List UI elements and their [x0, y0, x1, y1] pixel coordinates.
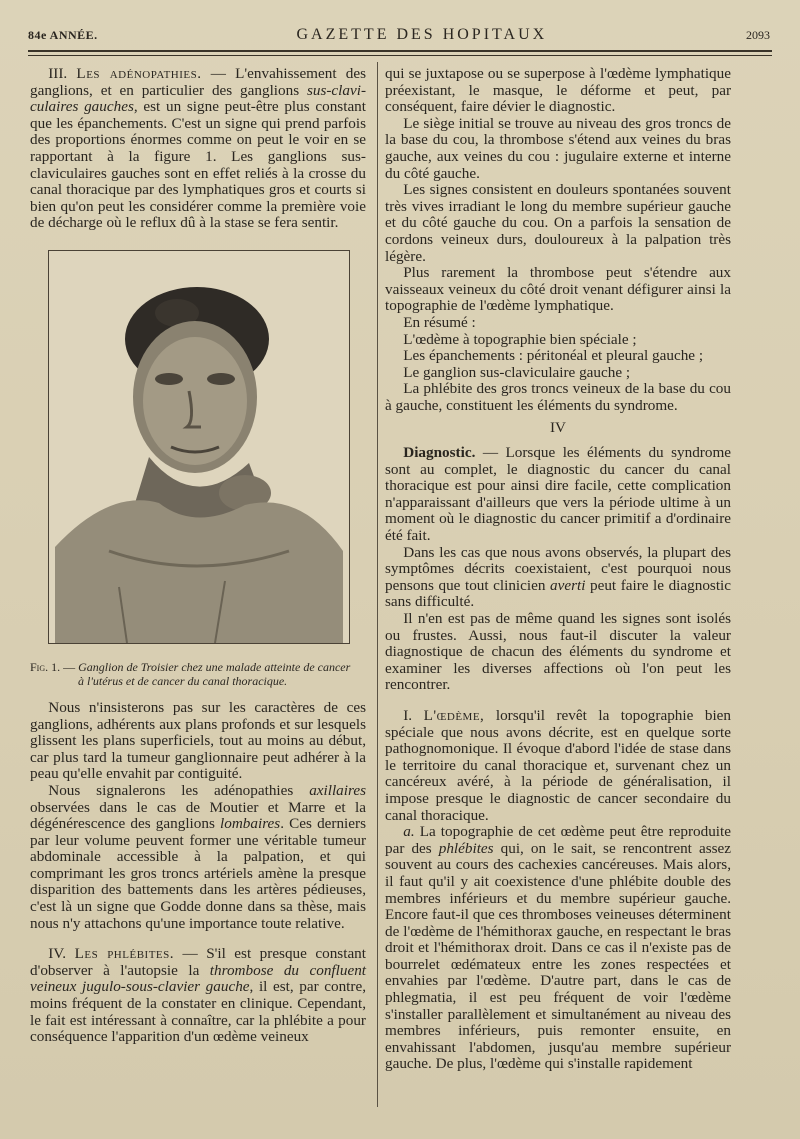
- summary-item: Le ganglion sus-claviculaire gauche ;: [403, 363, 631, 381]
- emphasis: sus-clavi-culaires gauches: [30, 81, 366, 116]
- text-run: Nous signalerons les adénopathies: [48, 781, 310, 799]
- header-year: 84e ANNÉE.: [28, 28, 98, 42]
- page-header: [28, 26, 770, 50]
- portrait-photo: [49, 251, 349, 643]
- emphasis: averti: [550, 576, 586, 594]
- text-run: observées dans le cas de Moutier et Marre et la dégénérescence des ganglions: [30, 798, 366, 833]
- text-run: — S'il est presque constant d'observer à l'autopsie la: [30, 945, 366, 979]
- section-title: L'œdème,: [423, 706, 485, 724]
- paragraph-signes: Les signes consistent en douleurs spontanées souvent très vives irradiant le long du membre supérieur gauche et du côté gauche du cou. On a parfois la sensation de cordons veineux durs, douloureux à la palpation très légère.: [385, 181, 731, 265]
- item-label: a.: [403, 823, 415, 841]
- caption-text: Ganglion de Troisier chez une malade atteinte de cancer: [78, 659, 351, 674]
- emphasis: thrombose du confluent veineux jugulo-sous-clavier gauche: [30, 961, 367, 996]
- paragraph-diagnostic: [385, 445, 731, 545]
- figure-reference: 1: [205, 147, 213, 165]
- caption-label: Fig. 1. —: [30, 659, 76, 674]
- summary-item: Les épanchements : péritonéal et pleural gauche ;: [403, 347, 704, 365]
- paragraph-adenopathies: [30, 66, 366, 232]
- paragraph-adenopathies-axillaires: [30, 783, 366, 932]
- text-run: , il est, par contre, moins fréquent de la constater en clinique. Cependant, le fait est intéressant à connaître, car la phlébite a pour conséquence l'apparition d'un œdème veineux: [30, 978, 366, 1046]
- text-run: — L'envahissement des ganglions, et en particulier des ganglions: [30, 65, 366, 99]
- section-number: IV.: [48, 945, 67, 963]
- summary-item: La phlébite des gros troncs veineux de la base du cou à gauche, constituent les éléments du syndrome.: [385, 380, 731, 414]
- paragraph-oedeme: [385, 708, 731, 824]
- header-page-number: 2093: [746, 28, 770, 42]
- figure-caption: [30, 660, 366, 688]
- paragraph-thrombose: Plus rarement la thrombose peut s'étendre aux vaisseaux veineux du côté droit venant défigurer ainsi la topographie de l'œdème lymphatique.: [385, 264, 731, 315]
- emphasis: phlébites: [438, 839, 494, 857]
- section-heading-iv: IV: [549, 419, 567, 437]
- emphasis: lombaires: [220, 815, 281, 833]
- header-title: GAZETTE DES HOPITAUX: [296, 26, 548, 43]
- paragraph-phlebites: [30, 946, 366, 1046]
- paragraph-signes-isoles: Il n'en est pas de même quand les signes sont isolés ou frustes. Aussi, nous faut-il discuter la valeur diagnostique de chacun des éléments du syndrome et examiner les diverses affections où l'on peut les rencontrer.: [385, 610, 731, 694]
- text-run: La topographie de cet œdème peut être reproduite par des: [385, 823, 731, 857]
- caption-text-line-2: à l'utérus et de cancer du canal thoracique.: [78, 673, 288, 688]
- paragraph-siege: Le siège initial se trouve au niveau des gros troncs de la base du cou, la thrombose s'étend aux veines du bras gauche, aux veines du cou : jugulaire externe et interne du côté gauche.: [385, 114, 731, 182]
- paragraph-topographie: [385, 824, 731, 1073]
- text-run: Dans les cas que nous avons observés, la plupart des symptômes décrits coexistaient, c'est pourquoi nous pensons que tout clinicien: [385, 543, 731, 594]
- section-number: III.: [48, 65, 68, 82]
- text-run: — Lorsque les éléments du syndrome sont au complet, le diagnostic du cancer du canal thoracique est pour ainsi dire facile, cette complication n'apparaissant d'ailleurs que vers la période ultime à un moment où le diagnostic du cancer primitif a d'ordinaire été fait.: [385, 444, 731, 545]
- paragraph-continuation: qui se juxtapose ou se superpose à l'œdème lymphatique préexistant, le masque, le déforme et peut, par conséquent, faire dévier le diagnostic.: [385, 65, 731, 116]
- section-title: Les adénopathies.: [76, 65, 202, 82]
- summary-heading: En résumé :: [403, 313, 476, 331]
- paragraph-cas-observes: [385, 545, 731, 611]
- section-title: Diagnostic.: [403, 444, 476, 462]
- text-run: . Les ganglions sus-claviculaires gauches sont en effet reliés à la crosse du canal thoracique par des lymphatiques gros et courts si bien qu'on peut les considérer comme la première voie de décharge où le reflux dû à la stase se fera sentir.: [30, 147, 366, 232]
- text-run: peut faire le diagnostic sans difficulté.: [385, 576, 731, 611]
- column-divider: [377, 62, 378, 1107]
- header-rule: [28, 50, 772, 52]
- summary-item: L'œdème à topographie bien spéciale ;: [403, 330, 637, 348]
- emphasis: axillaires: [309, 781, 366, 799]
- text-run: , est un signe peut-être plus constant que les épanchements. C'est un signe qui prend parfois des proportions énormes comme on peut le voir en se rapportant à la figure: [30, 98, 366, 165]
- figure-1-photograph: [48, 250, 350, 644]
- text-run: lorsqu'il revêt la topographie bien spéciale que nous avons décrite, est en quelque sorte pathognomonique. Il évoque d'abord l'idée de stase dans le territoire du canal thoracique et, survenant chez un cancéreux avéré, à la période de généralisation, il impose presque le diagnostic de cancer secondaire du canal thoracique.: [385, 706, 731, 824]
- right-column: [385, 66, 731, 1073]
- section-number: I.: [403, 706, 413, 724]
- left-column: [30, 66, 366, 1046]
- text-run: . Ces derniers par leur volume peuvent former une véritable tumeur abdominale accessible à la palpation, et qui comprimant les gros troncs artériels amène la presque disparition des battements dans les artères pédieuses, c'est là un signe que Godde donne dans sa thèse, mais nous n'y attachons qu'une importance toute relative.: [30, 815, 366, 932]
- section-title: Les phlébites.: [74, 945, 175, 963]
- text-run: qui, on le sait, se rencontrent assez souvent au cours des cachexies cancéreuses. Mais alors, il faut qu'il y ait coexistence d'une phlébite double des membres inférieurs et du membre supérieur gauche. Encore faut-il que ces thromboses veineuses déterminent de l'œdème de l'hémithorax gauche, en respectant le bras droit et l'hémithorax droit. Dans ce cas il n'existe pas de bourrelet œdémateux entre les zones respectées et envahies par l'œdème. D'autre part, dans le cas de phlegmatia, il est peu fréquent de voir l'œdème s'installer parallèlement et simultanément au niveau des membres inférieurs, puis remonter ensuite, en envahissant l'abdomen, jusqu'au membre supérieur gauche. De plus, l'œdème qui s'installe rapidement: [385, 839, 731, 1073]
- header-rule-thin: [28, 55, 772, 56]
- paragraph-ganglions: Nous n'insisterons pas sur les caractères de ces ganglions, adhérents aux plans profonds et sur lesquels glissent les plans superficiels, tout au moins au début, car plus tard la tumeur ganglionnaire peut adhérer à la peau qu'elle envahit par contiguité.: [30, 698, 366, 783]
